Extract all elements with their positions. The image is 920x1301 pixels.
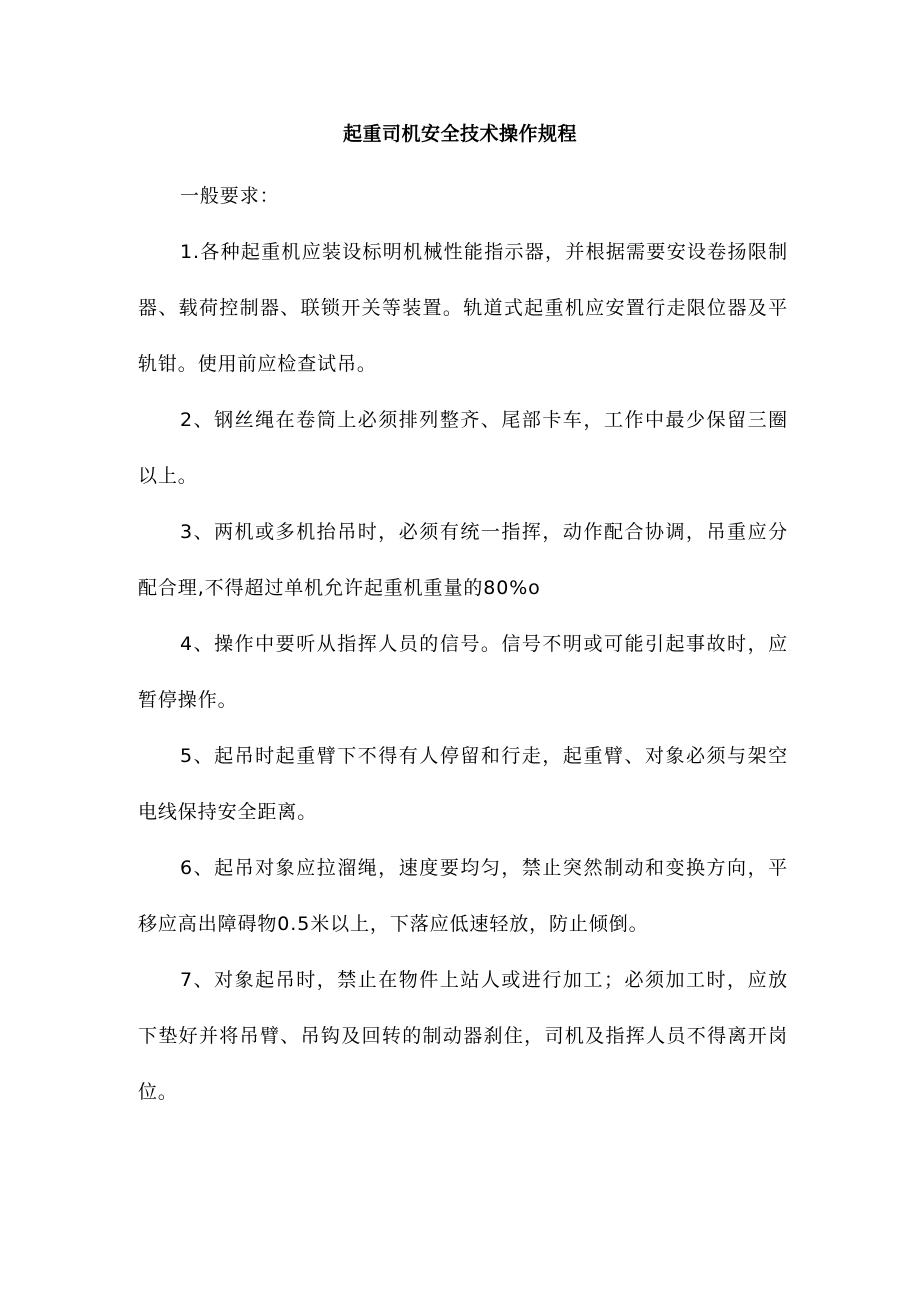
paragraph-2: 2、钢丝绳在卷筒上必须排列整齐、尾部卡车，工作中最少保留三圈以上。 xyxy=(138,409,788,487)
section-heading: 一般要求： xyxy=(180,185,280,207)
document-title: 起重司机安全技术操作规程 xyxy=(342,123,577,145)
paragraph-7: 7、对象起吊时，禁止在物件上站人或进行加工；必须加工时，应放下垫好并将吊臂、吊钩及回转的制动器刹住，司机及指挥人员不得离开岗位。 xyxy=(138,969,788,1103)
paragraph-1: 1.各种起重机应装设标明机械性能指示器，并根据需要安设卷扬限制器、载荷控制器、联锁开关等装置。轨道式起重机应安置行走限位器及平轨钳。使用前应检查试吊。 xyxy=(138,241,788,375)
paragraph-4: 4、操作中要听从指挥人员的信号。信号不明或可能引起事故时，应暂停操作。 xyxy=(138,633,788,711)
paragraph-5: 5、起吊时起重臂下不得有人停留和行走，起重臂、对象必须与架空电线保持安全距离。 xyxy=(138,745,788,823)
paragraph-6: 6、起吊对象应拉溜绳，速度要均匀，禁止突然制动和变换方向，平移应高出障碍物0.5米以上，下落应低速轻放，防止倾倒。 xyxy=(138,857,788,935)
paragraph-3: 3、两机或多机抬吊时，必须有统一指挥，动作配合协调，吊重应分配合理,不得超过单机允许起重机重量的80%o xyxy=(138,521,788,599)
document-body xyxy=(138,168,788,1120)
